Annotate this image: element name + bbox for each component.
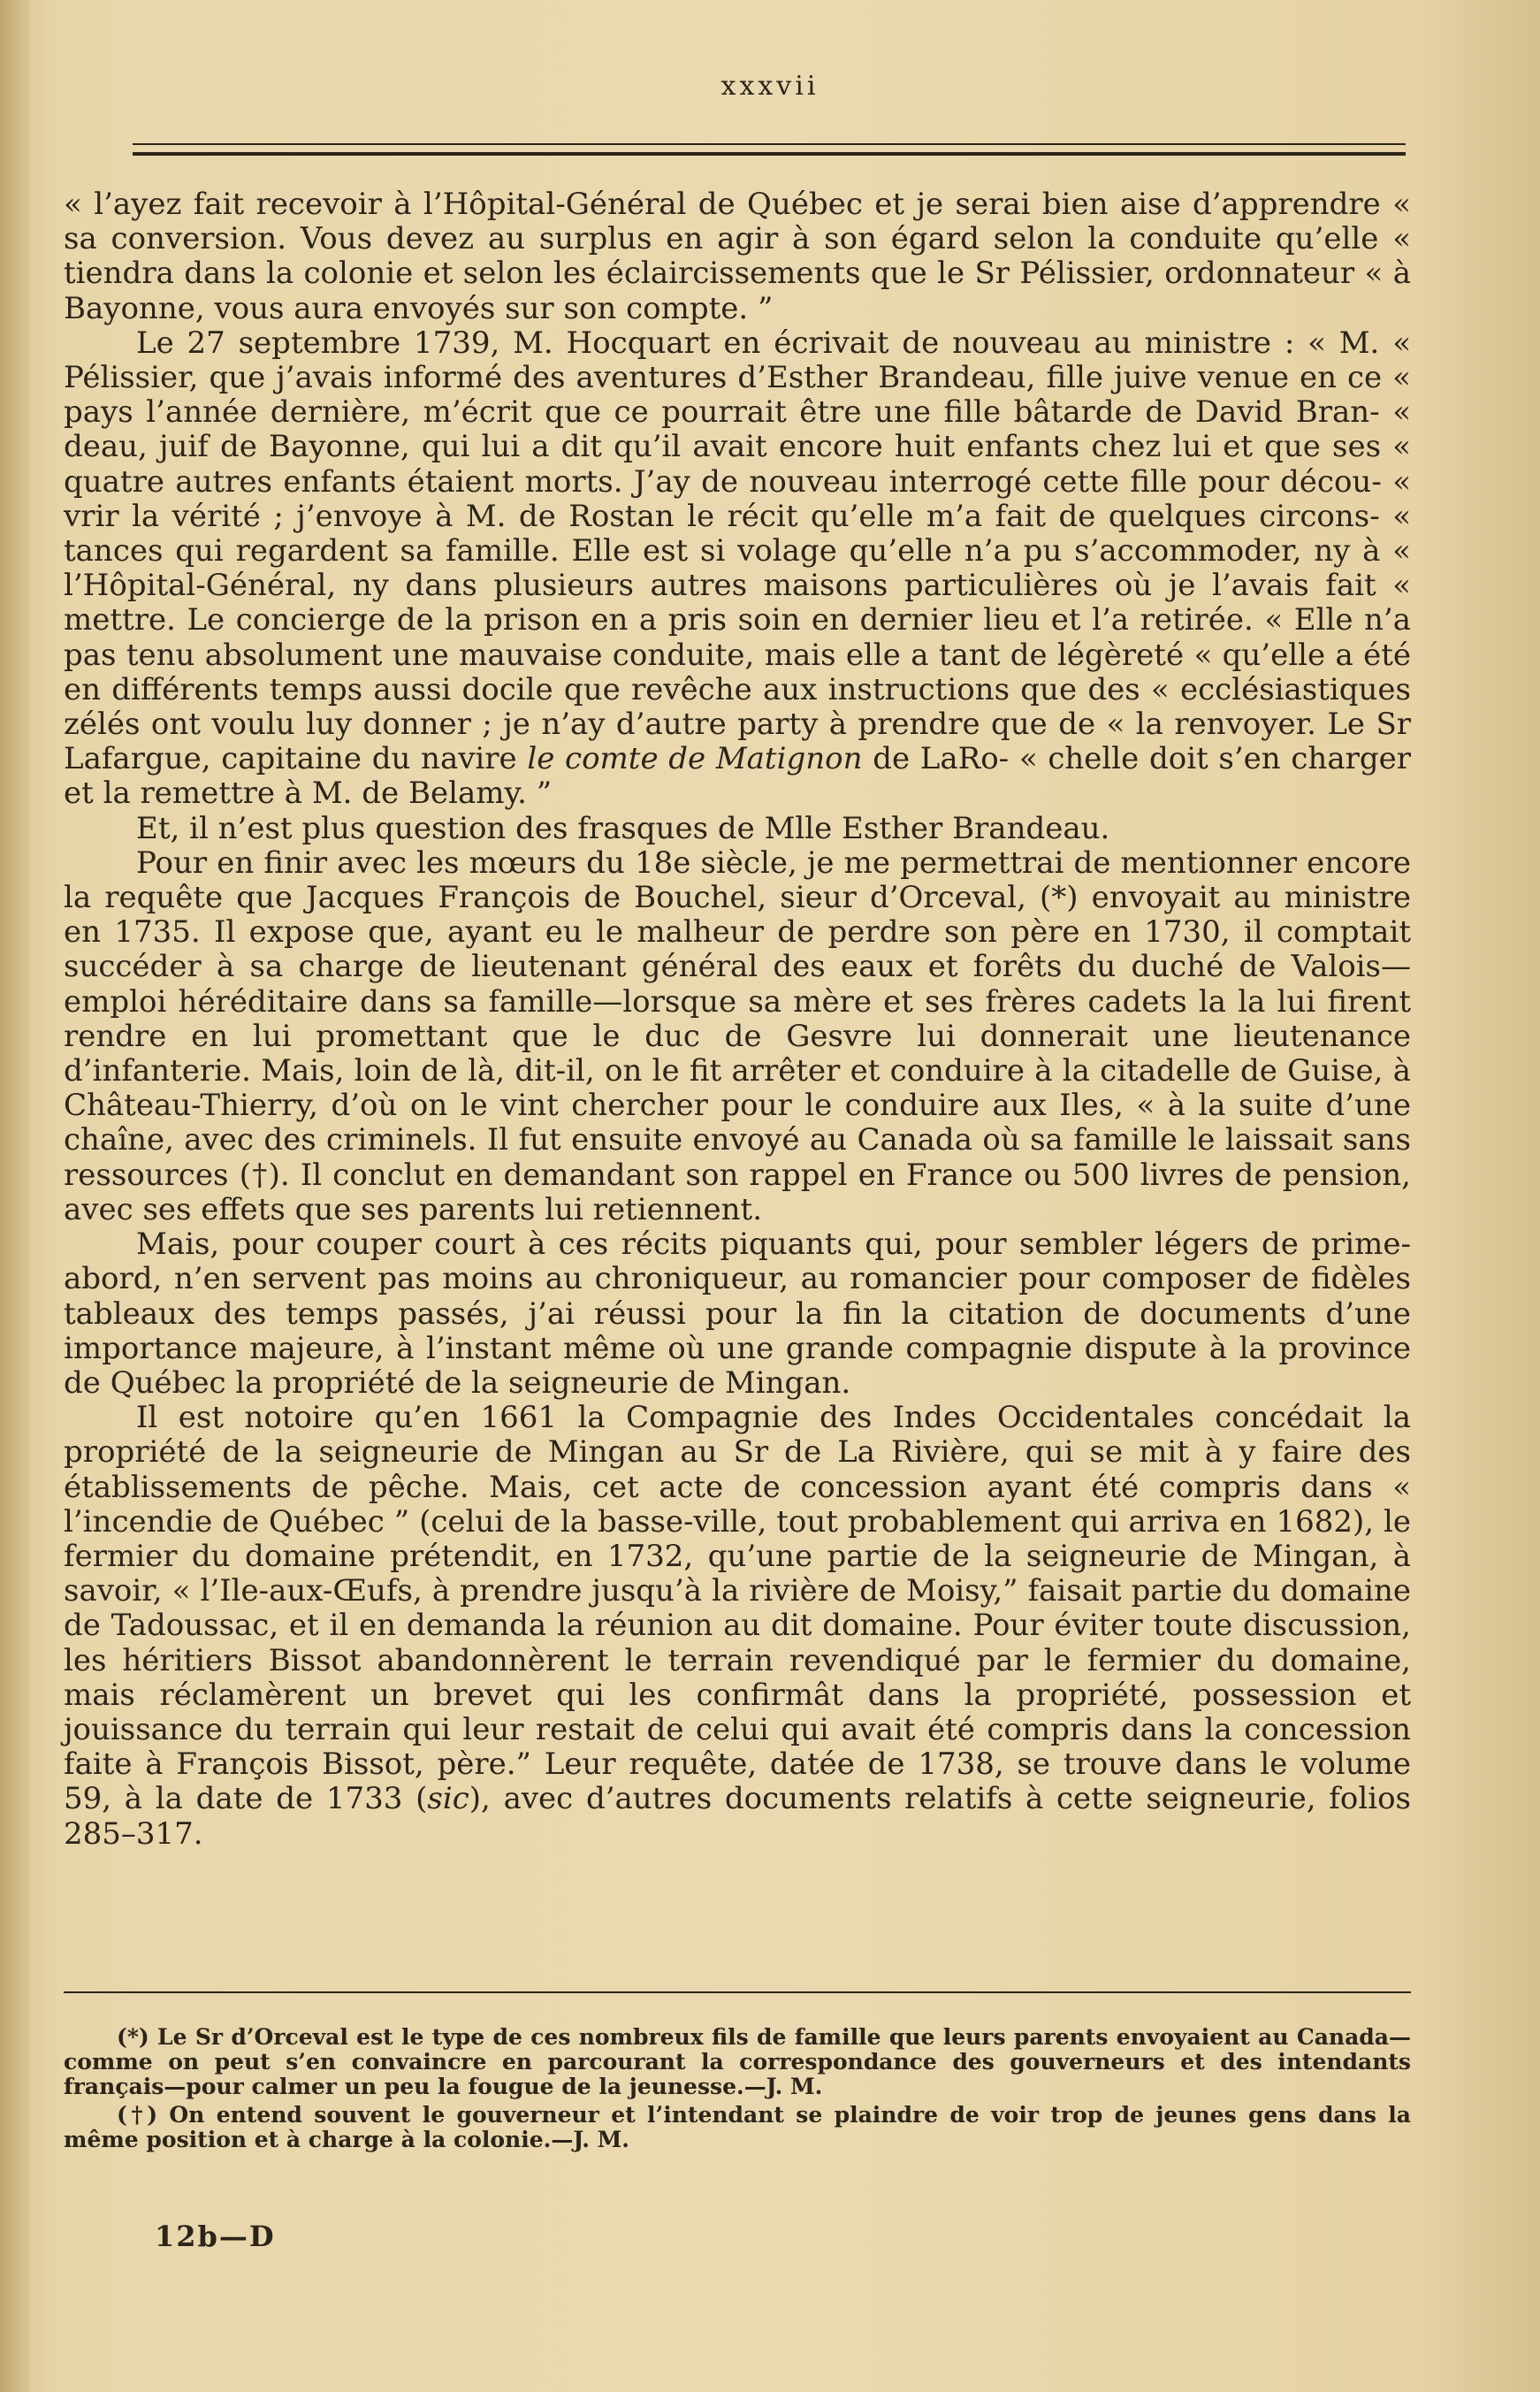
footnotes — [64, 2025, 1411, 2156]
paragraph-5: Mais, pour couper court à ces récits piquants qui, pour sembler légers de prime-abord, n’en servent pas moins au chroniqueur, au romancier pour composer de fidèles tableaux des temps passés, j’ai réussi pour la fin la citation de documents d’une importance majeure, à l’instant même où une grande compagnie dispute à la province de Québec la propriété de la seigneurie de Mingan. — [64, 1227, 1411, 1401]
footnote-rule — [64, 1991, 1411, 1993]
paragraph-2 — [64, 326, 1411, 812]
header-rule — [133, 143, 1406, 156]
paragraph-6-end: , avec d’autres documents relatifs à cette seigneurie, folios 285–317. — [64, 1781, 1411, 1852]
paragraph-2-end: « chelle doit s’en charger et la remettre à M. de Belamy. ” — [64, 741, 1411, 812]
sic-note: sic — [427, 1781, 469, 1817]
main-text — [64, 187, 1411, 1852]
paragraph-1: « l’ayez fait recevoir à l’Hôpital-Général de Québec et je serai bien aise d’apprendre « sa conversion. Vous devez au surplus en agir à son égard selon la conduite qu’elle « tiendra dans la colonie et selon les éclaircissements que le Sr Pélissier, ordonnateur « à Bayonne, vous aura envoyés sur son compte. ” — [64, 187, 1411, 326]
footnote-1: (*) Le Sr d’Orceval est le type de ces nombreux fils de famille que leurs parents envoyaient au Canada—comme on peut s’en convaincre en parcourant la correspondance des gouverneurs et des intendants français—pour calmer un peu la fougue de la jeunesse.—J. M. — [64, 2024, 1411, 2099]
book-spine-shadow — [0, 0, 30, 2392]
page-number: xxxvii — [720, 71, 820, 102]
footnote-2: (†) On entend souvent le gouverneur et l’intendant se plaindre de voir trop de jeunes gens dans la même position et à charge à la colonie.—J. M. — [64, 2102, 1411, 2152]
paragraph-2-text: Le 27 septembre 1739, M. Hocquart en écrivait de nouveau au ministre : « M. « Pélissier, que j’avais informé des aventures d’Esther Brandeau, fille juive venue en ce « pays l’année dernière, m’écrit que ce pourrait être une fille bâtarde de David Bran- « deau, juif de Bayonne, qui lui a dit qu’il avait encore huit enfants chez lui et que ses « quatre autres enfants étaient morts. J’ay de nouveau interrogé cette fille pour décou- « vrir la vérité ; j’envoye à M. de Rostan le récit qu’elle m’a fait de quelques circons- « tances qui regardent sa famille. Elle est si volage qu’elle n’a pu s’accommoder, ny à « l’Hôpital-Général, ny dans plusieurs autres maisons particulières où je l’avais fait « mettre. Le concierge de la prison en a pris soin en dernier lieu et l’a retirée. « Elle n’a pas tenu absolument une mauvaise conduite, mais elle a tant de légèreté « qu’elle a été en différents temps aussi docile que revêche aux instructions que des « ecclésiastiques zélés ont voulu luy donner ; je n’ay d’autre party à prendre que de « la renvoyer. Le Sr Lafargue, capitaine du navire — [64, 325, 1411, 777]
paragraph-6: Il est notoire qu’en 1661 la Compagnie des Indes Occidentales concédait la propriété de la seigneurie de Mingan au Sr de La Rivière, qui se mit à y faire des établissements de pêche. Mais, cet acte de concession ayant été compris dans « l’incendie de Québec ” (celui de la basse-ville, tout probablement qui arriva en 1682), le fermier du domaine prétendit, en 1732, qu’une partie de la seigneurie de Mingan, à savoir, « l’Ile-aux-Œufs, à prendre jusqu’à la rivière de Moisy,” faisait partie du domaine de Tadoussac, et il en demanda la réunion au dit domaine. Pour éviter toute discussion, les héritiers Bissot abandonnèrent le terrain revendiqué par le fermier du domaine, mais réclamèrent un brevet qui les confirmât dans la propriété, possession et jouissance du terrain qui leur restait de celui qui avait été compris dans la concession faite à François Bissot, père.” Leur requête, datée de 1738, se trouve dans le volume 59, à la date de 1733 (sic), avec d’autres documents relatifs à cette seigneurie, folios 285–317. — [64, 1400, 1411, 1852]
printer-signature: 12b—D — [155, 2220, 276, 2253]
paragraph-2-tail: de LaRo- — [873, 741, 1010, 777]
ship-name: le comte de Matignon — [527, 741, 863, 777]
paragraph-3: Et, il n’est plus question des frasques de Mlle Esther Brandeau. — [136, 810, 1110, 846]
paragraph-6-text: Il est notoire qu’en 1661 la Compagnie des Indes Occidentales concédait la propriété de la seigneurie de Mingan au Sr de La Rivière, qui se mit à y faire des établissements de pêche. Mais, cet acte de concession ayant été compris dans « l’incendie de Québec ” (celui de la basse-ville, tout probablement qui arriva en 1682), le fermier du domaine prétendit, en 1732, qu’une partie de la seigneurie de Mingan, à savoir, « l’Ile-aux-Œufs, à prendre jusqu’à la rivière de Moisy,” faisait partie du domaine de Tadoussac, et il en demanda la réunion au dit domaine. Pour éviter toute discussion, les héritiers Bissot abandonnèrent le terrain revendiqué par le fermier du domaine, mais réclamèrent un brevet qui les confirmât dans la propriété, possession et jouissance du terrain qui leur restait de celui qui avait été compris dans la concession faite à François Bissot, père.” Leur requête, datée de 1738, se trouve dans le volume 59, à la date de 1733 — [64, 1400, 1411, 1817]
paragraph-4: Pour en finir avec les mœurs du 18e siècle, je me permettrai de mentionner encore la requête que Jacques François de Bouchel, sieur d’Orceval, (*) envoyait au ministre en 1735. Il expose que, ayant eu le malheur de perdre son père en 1730, il comptait succéder à sa charge de lieutenant général des eaux et forêts du duché de Valois—emploi héréditaire dans sa famille—lorsque sa mère et ses frères cadets la la lui firent rendre en lui promettant que le duc de Gesvre lui donnerait une lieutenance d’infanterie. Mais, loin de là, dit-il, on le fit arrêter et conduire à la citadelle de Guise, à Château-Thierry, d’où on le vint chercher pour le conduire aux Iles, « à la suite d’une chaîne, avec des criminels. Il fut ensuite envoyé au Canada où sa famille le laissait sans ressources (†). Il conclut en demandant son rappel en France ou 500 livres de pension, avec ses effets que ses parents lui retiennent. — [64, 844, 1411, 1227]
